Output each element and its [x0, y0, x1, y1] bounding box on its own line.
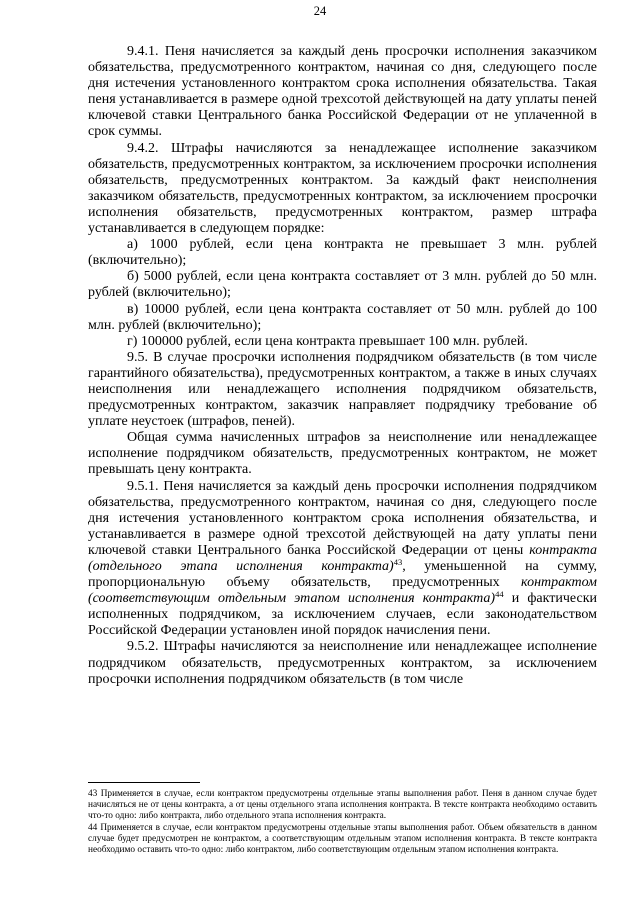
text-run: 9.5. В случае просрочки исполнения подрядчиком обязательств (в том числе гарантийного обязательства), предусмотренных контрактом, а также в иных случаях неисполнения или ненадлежащего исполнения подрядчиком обязательств, предусмотренных контрактом, заказчик направляет подрядчику требование об уплате неустоек (штрафов, пеней).	[88, 349, 597, 430]
paragraph	[88, 44, 597, 141]
paragraph	[88, 237, 597, 269]
paragraph	[88, 430, 597, 478]
italic-text: контракта (отдельного этапа исполнения контракта)	[88, 542, 597, 574]
text-run: а) 1000 рублей, если цена контракта не превышает 3 млн. рублей (включительно);	[88, 237, 597, 269]
text-run: Общая сумма начисленных штрафов за неисполнение или ненадлежащее исполнение подрядчиком обязательств, предусмотренных контрактом, не может превышать цену контракта.	[88, 430, 597, 478]
footnote: 44 Применяется в случае, если контрактом предусмотрены отдельные этапы выполнения работ. Объем обязательств в данном случае будет предусмотрен не контрактом, а соответствующим отдельным этапом исполнения контракта. В тексте контракта необходимо оставить что-то одно: либо контрактом, либо соответствующим отдельным этапом исполнения контракта.	[88, 822, 597, 856]
text-run: 9.4.1. Пеня начисляется за каждый день просрочки исполнения заказчиком обязательства, предусмотренного контрактом, начиная со дня, следующего после дня истечения установленного контрактом срока исполнения обязательства. Такая пеня устанавливается в размере одной трехсотой действующей на дату уплаты пеней ключевой ставки Центрального банка Российской Федерации от не уплаченной в срок суммы.	[88, 44, 597, 140]
italic-text: контрактом (соответствующим отдельным этапом исполнения контракта)	[88, 575, 597, 607]
text-run: 9.5.2. Штрафы начисляются за неисполнение или ненадлежащее исполнение подрядчиком обязательств, предусмотренных контрактом, за исключением просрочки исполнения подрядчиком обязательств (в том числе	[88, 639, 597, 687]
paragraph	[88, 302, 597, 334]
paragraph	[88, 269, 597, 301]
text-run: 9.4.2. Штрафы начисляются за ненадлежащее исполнение заказчиком обязательств, предусмотренных контрактом, за исключением просрочки исполнения обязательств, предусмотренных контрактом. За каждый факт неисполнения заказчиком обязательств, предусмотренных контрактом, за исключением просрочки исполнения обязательств, предусмотренных контрактом, размер штрафа устанавливается в следующем порядке:	[88, 140, 597, 237]
body-text	[88, 44, 597, 688]
footnote-separator	[88, 782, 200, 783]
text-run: , уменьшенной на сумму, пропорциональную объему обязательств, предусмотренных	[88, 559, 597, 591]
page-number: 24	[313, 4, 327, 18]
footnote: 43 Применяется в случае, если контрактом предусмотрены отдельные этапы выполнения работ. Пеня в данном случае будет начисляться не от цены контракта, а от цены отдельного этапа исполнения контракта. В тексте контракта необходимо оставить что-то одно: либо контракта, либо отдельного этапа исполнения контракта.	[88, 789, 597, 822]
text-run: в) 10000 рублей, если цена контракта составляет от 50 млн. рублей до 100 млн. рублей (включительно);	[88, 301, 597, 333]
paragraph	[88, 350, 597, 430]
text-run: г) 100000 рублей, если цена контракта превышает 100 млн. рублей.	[127, 333, 528, 349]
paragraph	[88, 334, 597, 350]
paragraph	[88, 141, 597, 238]
text-run: и фактически исполненных подрядчиком, за исключением случаев, если законодательством Российской Федерации установлен иной порядок начисления пени.	[88, 591, 597, 639]
footnote-ref: 43	[393, 557, 403, 567]
footnotes	[88, 789, 597, 856]
text-run: б) 5000 рублей, если цена контракта составляет от 3 млн. рублей до 50 млн. рублей (включительно);	[88, 269, 597, 301]
footnote-ref: 44	[495, 589, 504, 600]
text-run: 9.5.1. Пеня начисляется за каждый день просрочки исполнения подрядчиком обязательства, предусмотренного контрактом, начиная со дня, следующего после дня истечения установленного контрактом срока исполнения обязательства, и устанавливается в размере одной трехсотой действующей на дату уплаты пени ключевой ставки Центрального банка Российской Федерации от цены	[88, 478, 597, 558]
paragraph	[88, 479, 597, 640]
paragraph	[88, 639, 597, 687]
